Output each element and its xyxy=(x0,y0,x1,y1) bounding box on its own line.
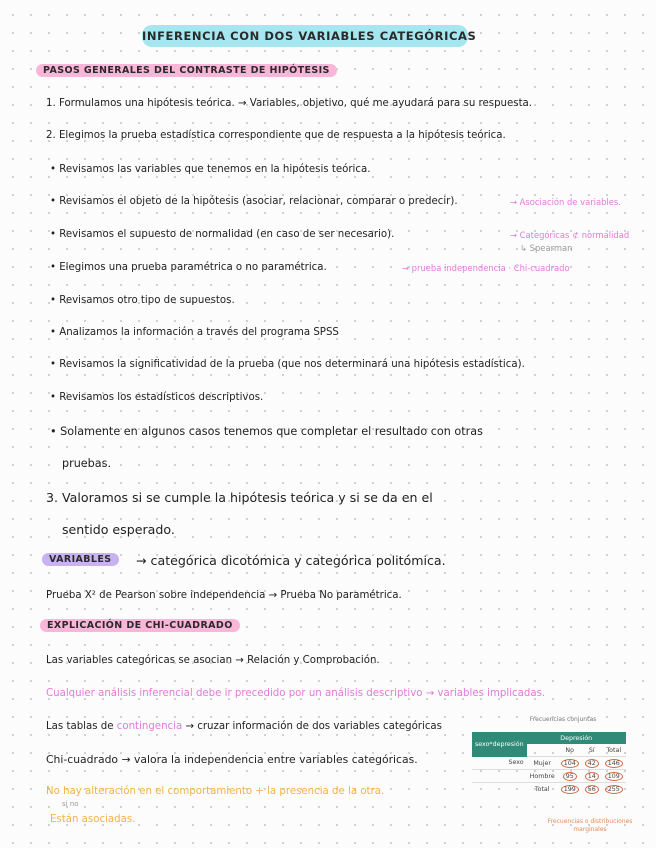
chi-line-6: Están asociadas. xyxy=(50,814,136,825)
step-2: 2. Elegimos la prueba estadística correspondiente que de respuesta a la hipótesis teórica. xyxy=(46,130,506,141)
col-header-no: No xyxy=(558,744,582,757)
table-cell-value: 95 xyxy=(563,772,577,781)
row-label-total: Total xyxy=(534,785,550,793)
bullet-6: • Analizamos la información a través del programa SPSS xyxy=(50,327,339,338)
chi-line-4: Chi-cuadrado → valora la independencia entre variables categóricas. xyxy=(46,753,418,766)
table-cell-value: 199 xyxy=(561,785,579,794)
chi-line-3-b: contingencia xyxy=(116,721,183,732)
step-3-line2: sentido esperado. xyxy=(62,522,175,537)
bullet-9-cont: pruebas. xyxy=(62,457,112,470)
table-group-header: Depresión xyxy=(527,732,626,744)
bullet-2: • Revisamos el objeto de la hipótesis (asociar, relacionar, comparar o predecir). xyxy=(50,196,458,207)
note-chi-cuadrado: → prueba independencia · Chi-cuadrado xyxy=(402,263,570,273)
table-corner: sexo*depresión xyxy=(472,732,527,757)
table-cell-value: 109 xyxy=(605,772,623,781)
step-1: 1. Formulamos una hipótesis teórica. → Variables, objetivo, qué me ayudará para su respuesta. xyxy=(46,98,533,109)
variables-label: VARIABLES xyxy=(42,553,119,566)
chi-line-3 xyxy=(46,721,442,732)
bullet-9: • Solamente en algunos casos tenemos que completar el resultado con otras xyxy=(50,425,483,438)
page-title: INFERENCIA CON DOS VARIABLES CATEGÓRICAS xyxy=(142,25,468,47)
bullet-3: • Revisamos el supuesto de normalidad (en caso de ser necesario). xyxy=(50,229,395,240)
section-heading-chi: EXPLICACIÓN DE CHI-CUADRADO xyxy=(40,619,240,632)
table-cell xyxy=(602,783,626,796)
table-cell-value: 146 xyxy=(605,759,623,768)
variables-text: → categórica dicotómica y categórica politómica. xyxy=(136,553,446,568)
bullet-8: • Revisamos los estadísticos descriptivos. xyxy=(50,392,264,403)
table-cell-value: 104 xyxy=(561,759,579,768)
table-caption-top: Frecuencias conjuntas xyxy=(529,716,597,723)
bullet-7: • Revisamos la significatividad de la prueba (que nos determinará una hipótesis estadística). xyxy=(50,359,525,370)
bullet-4: • Elegimos una prueba paramétrica o no paramétrica. xyxy=(50,262,327,273)
table-cell xyxy=(582,770,602,783)
prueba-pearson: Prueba X² de Pearson sobre independencia → Prueba No paramétrica. xyxy=(46,590,402,601)
chi-line-3-c: → cruzar información de dos variables categóricas xyxy=(182,721,442,732)
table-cell xyxy=(582,783,602,796)
bullet-5: • Revisamos otro tipo de supuestos. xyxy=(50,295,235,306)
col-header-total: Total xyxy=(602,744,626,757)
chi-side-marks: si no xyxy=(62,800,79,808)
table-caption-bottom: Frecuencias o distribuciones marginales xyxy=(547,818,633,833)
chi-line-3-a: Las tablas de xyxy=(46,721,117,732)
table-spacer xyxy=(527,744,558,757)
chi-line-1: Las variables categóricas se asocian → Relación y Comprobación. xyxy=(46,655,380,666)
table-cell xyxy=(558,757,582,770)
step-3-line1: 3. Valoramos si se cumple la hipótesis teórica y si se da en el xyxy=(46,490,433,505)
table-cell xyxy=(558,783,582,796)
table-cell-value: 56 xyxy=(585,785,599,794)
row-group-label: Sexo xyxy=(472,757,527,770)
note-asociacion: → Asociación de variables. xyxy=(510,197,621,207)
table-cell-value: 42 xyxy=(585,759,599,768)
table-cell xyxy=(582,757,602,770)
table-spacer xyxy=(472,770,527,783)
table-cell xyxy=(602,770,626,783)
table-cell xyxy=(602,757,626,770)
bullet-1: • Revisamos las variables que tenemos en la hipótesis teórica. xyxy=(50,164,371,175)
section-heading-pasos: PASOS GENERALES DEL CONTRASTE DE HIPÓTESIS xyxy=(36,64,337,77)
table-cell xyxy=(558,770,582,783)
chi-line-5: No hay alteración en el comportamiento + la presencia de la otra. xyxy=(46,786,385,797)
table-cell-value: 14 xyxy=(585,772,599,781)
chi-line-2: Cualquier análisis inferencial debe ir precedido por un análisis descriptivo → variables implicadas. xyxy=(46,688,546,699)
note-spearman: ↳ Spearman xyxy=(520,243,573,253)
row-label-hombre: Hombre xyxy=(527,770,558,783)
note-normalidad: → Categóricas ⊄ normalidad xyxy=(510,230,630,240)
contingency-table xyxy=(472,732,626,795)
table-spacer xyxy=(472,783,527,796)
col-header-si: Sí xyxy=(582,744,602,757)
row-label-mujer: Mujer xyxy=(527,757,558,770)
table-cell-value: 255 xyxy=(605,785,623,794)
